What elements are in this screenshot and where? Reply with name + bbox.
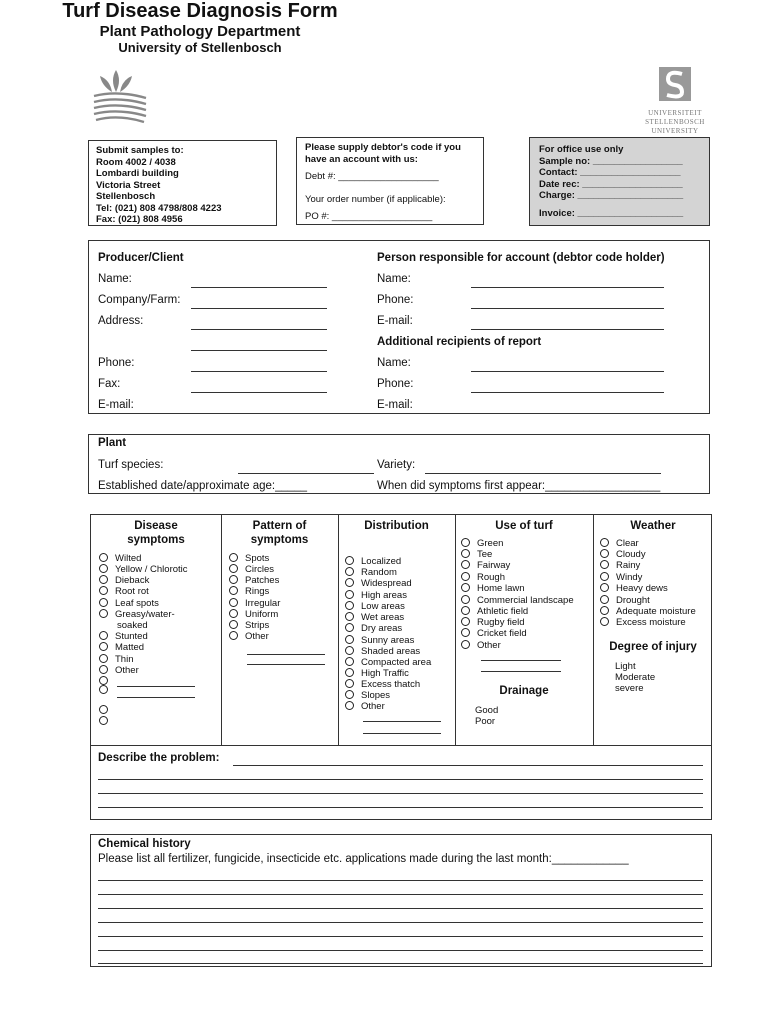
disease-option[interactable] [99, 654, 133, 665]
pattern-option[interactable] [229, 586, 269, 597]
use-other-field[interactable] [481, 660, 561, 661]
drainage-option[interactable]: Good [475, 705, 499, 716]
producer-name-label: Name: [98, 273, 132, 285]
chemical-history-heading: Chemical history [98, 838, 191, 850]
option-label: Wilted [115, 553, 142, 564]
disease-symptoms-heading [91, 519, 221, 547]
use-option[interactable] [461, 595, 574, 606]
pattern-option[interactable] [229, 598, 280, 609]
chemical-history-instruction: Please list all fertilizer, fungicide, insecticide etc. applications made during the last month:____________ [98, 853, 629, 865]
address-field-1[interactable] [191, 329, 327, 330]
debt-number-field[interactable]: Debt #: ___________________ [305, 171, 439, 182]
disease-other-field[interactable] [117, 686, 195, 687]
pattern-other-field[interactable] [247, 664, 325, 665]
describe-line-2[interactable] [98, 779, 703, 780]
drainage-option[interactable]: Poor [475, 716, 496, 727]
responsible-email-label: E-mail: [377, 315, 413, 327]
client-info-section [88, 240, 710, 414]
option-label: Sunny areas [361, 635, 415, 646]
option-label: Cloudy [616, 549, 646, 560]
pattern-heading-line: Pattern of [252, 520, 307, 532]
disease-option[interactable] [99, 598, 159, 609]
debtor-instruction: Please supply debtor's code if you [305, 142, 461, 153]
disease-heading-line: symptoms [127, 534, 185, 546]
option-label: Random [361, 567, 397, 578]
degree-of-injury-heading: Degree of injury [609, 641, 697, 653]
option-label: Tee [477, 549, 493, 560]
option-label: High areas [361, 590, 407, 601]
producer-email-field[interactable] [191, 413, 327, 414]
distribution-option[interactable] [345, 690, 390, 701]
chemical-line[interactable] [98, 950, 703, 951]
submit-samples-box [88, 140, 277, 226]
contact-field: Contact: ___________________ [539, 167, 681, 178]
submit-line: Submit samples to: [96, 145, 184, 156]
use-option[interactable] [461, 572, 505, 583]
disease-other-field[interactable] [117, 697, 195, 698]
use-of-turf-heading: Use of turf [495, 520, 553, 532]
option-label: Strips [245, 620, 270, 631]
option-label: Excess thatch [361, 679, 421, 690]
injury-option[interactable]: severe [615, 683, 644, 694]
option-label: Thin [115, 654, 134, 665]
weather-option[interactable] [600, 595, 650, 606]
use-option[interactable] [461, 560, 510, 571]
submit-line: Room 4002 / 4038 [96, 156, 176, 168]
use-option[interactable] [461, 583, 525, 594]
option-label: Patches [245, 575, 280, 586]
pattern-option[interactable] [229, 564, 274, 575]
symptoms-checklist [90, 514, 712, 746]
injury-option[interactable]: Light [615, 661, 636, 672]
option-label: Other [361, 701, 385, 712]
stellenbosch-logo [640, 66, 710, 136]
option-label: Rings [245, 586, 270, 597]
distribution-option[interactable] [345, 612, 404, 623]
distribution-option[interactable] [345, 601, 405, 612]
responsible-name-label: Name: [377, 273, 411, 285]
distribution-other-field[interactable] [363, 733, 441, 734]
producer-phone-label: Phone: [98, 357, 135, 369]
disease-option-continued [117, 620, 148, 631]
producer-email-label: E-mail: [98, 399, 134, 411]
office-title: For office use only [539, 144, 624, 155]
submit-line: Lombardi building [96, 168, 179, 179]
department-title: Plant Pathology Department [99, 23, 301, 40]
option-label: Rugby field [477, 617, 525, 628]
disease-option[interactable] [99, 609, 175, 620]
use-option[interactable] [461, 549, 492, 560]
use-other-field[interactable] [481, 671, 561, 672]
chemical-line[interactable] [98, 908, 703, 909]
option-label: Root rot [115, 586, 149, 597]
option-label: Slopes [361, 690, 391, 701]
chemical-line[interactable] [98, 894, 703, 895]
recipient-email-label: E-mail: [377, 399, 413, 411]
distribution-option[interactable] [345, 567, 397, 578]
distribution-option[interactable] [345, 635, 414, 646]
use-option[interactable] [461, 628, 527, 639]
distribution-option[interactable] [345, 657, 431, 668]
distribution-heading: Distribution [364, 520, 429, 532]
option-label: Green [477, 538, 504, 549]
variety-label: Variety: [377, 459, 416, 471]
option-label: Compacted area [361, 657, 432, 668]
recipient-name-label: Name: [377, 357, 411, 369]
option-label: Localized [361, 556, 402, 567]
responsible-heading: Person responsible for account (debtor code holder) [377, 252, 665, 264]
option-label: Yellow / Chlorotic [115, 564, 188, 575]
option-label: Leaf spots [115, 598, 159, 609]
form-title: Turf Disease Diagnosis Form [62, 0, 338, 22]
option-label: Circles [245, 564, 275, 575]
use-option[interactable] [461, 538, 503, 549]
option-label: soaked [117, 620, 148, 631]
pattern-option[interactable] [229, 631, 269, 642]
producer-heading: Producer/Client [98, 252, 184, 264]
option-label: Cricket field [477, 628, 527, 639]
university-shield-icon [658, 66, 692, 102]
option-label: Dieback [115, 575, 150, 586]
submit-line: Victoria Street [96, 179, 161, 191]
option-label: Low areas [361, 601, 405, 612]
option-label: Heavy dews [616, 583, 668, 594]
charge-field: Charge: ____________________ [539, 190, 684, 201]
chemical-line[interactable] [98, 936, 703, 937]
option-label: Athletic field [477, 606, 529, 617]
describe-line-1[interactable] [233, 765, 703, 766]
plant-section [88, 434, 710, 494]
sample-no-field: Sample no: _________________ [539, 155, 683, 167]
pattern-option[interactable] [229, 553, 269, 564]
plant-heading: Plant [98, 437, 127, 449]
weather-option[interactable] [600, 572, 642, 583]
logo-text: UNIVERSITEIT STELLENBOSCH UNIVERSITY [645, 109, 705, 135]
additional-recipients-heading: Additional recipients of report [377, 336, 542, 348]
weather-option[interactable] [600, 583, 668, 594]
option-label: Shaded areas [361, 646, 421, 657]
option-label: High Traffic [361, 668, 409, 679]
invoice-field: Invoice: ____________________ [539, 207, 684, 219]
distribution-option[interactable] [345, 679, 420, 690]
distribution-option[interactable] [345, 578, 412, 589]
chemical-line[interactable] [98, 922, 703, 923]
producer-fax-field[interactable] [191, 392, 327, 393]
debtor-instruction: have an account with us: [305, 153, 418, 165]
recipient-email-field[interactable] [471, 413, 664, 414]
option-label: Other [115, 665, 139, 676]
disease-option[interactable] [99, 631, 148, 642]
option-label: Uniform [245, 609, 279, 620]
disease-option[interactable] [99, 586, 149, 597]
weather-option[interactable] [600, 606, 696, 617]
option-label: Irregular [245, 598, 281, 609]
disease-option[interactable] [99, 642, 144, 653]
debtor-code-box [296, 137, 484, 225]
option-label: Stunted [115, 631, 148, 642]
weather-option[interactable] [600, 560, 640, 571]
pattern-option[interactable] [229, 620, 269, 631]
describe-problem-section [90, 745, 712, 820]
date-rec-field: Date rec: ___________________ [539, 178, 683, 190]
turf-species-label: Turf species: [98, 459, 164, 471]
distribution-option[interactable] [345, 623, 402, 634]
responsible-phone-label: Phone: [377, 294, 414, 306]
weather-heading: Weather [630, 520, 676, 532]
option-label: Commercial landscape [477, 595, 574, 606]
pattern-other-field[interactable] [247, 654, 325, 655]
injury-option[interactable]: Moderate [615, 672, 656, 683]
turf-species-field[interactable] [238, 473, 374, 474]
distribution-option[interactable] [345, 646, 420, 657]
weather-option[interactable] [600, 617, 686, 628]
university-title: University of Stellenbosch [118, 40, 282, 55]
describe-line-4[interactable] [98, 807, 703, 808]
option-label: Greasy/water- [115, 609, 175, 620]
submit-line: Tel: (021) 808 4798/808 4223 [96, 202, 222, 214]
recipient-phone-label: Phone: [377, 378, 414, 390]
distribution-option[interactable] [345, 668, 409, 679]
option-label: Wet areas [361, 612, 405, 623]
company-field[interactable] [191, 308, 327, 309]
pattern-option[interactable] [229, 575, 279, 586]
company-label: Company/Farm: [98, 294, 181, 306]
option-label: Spots [245, 553, 270, 564]
option-label: Excess moisture [616, 617, 686, 628]
describe-line-3[interactable] [98, 793, 703, 794]
po-number-field[interactable]: PO #: ___________________ [305, 211, 433, 222]
disease-extra-option[interactable] [99, 705, 115, 716]
use-option[interactable] [461, 617, 525, 628]
submit-line: Stellenbosch [96, 191, 156, 202]
order-number-label: Your order number (if applicable): [305, 194, 446, 205]
disease-heading-line: Disease [134, 520, 178, 532]
distribution-option[interactable] [345, 556, 401, 567]
disease-extra-option[interactable] [99, 716, 115, 727]
option-label: Fairway [477, 560, 511, 571]
drainage-heading: Drainage [499, 685, 549, 697]
disease-option[interactable] [99, 665, 139, 676]
option-label: Rainy [616, 560, 641, 571]
distribution-option[interactable] [345, 701, 385, 712]
producer-fax-label: Fax: [98, 378, 121, 390]
disease-extra-option[interactable] [99, 685, 115, 696]
responsible-phone-field[interactable] [471, 308, 664, 309]
producer-phone-field[interactable] [191, 371, 327, 372]
option-label: Widespread [361, 578, 412, 589]
option-label: Other [245, 631, 269, 642]
address-field-2[interactable] [191, 350, 327, 351]
use-option[interactable] [461, 606, 528, 617]
submit-line: Fax: (021) 808 4956 [96, 214, 183, 225]
chemical-history-section [90, 834, 712, 967]
university-crest-logo [88, 68, 158, 132]
pattern-heading [221, 519, 338, 547]
option-label: Dry areas [361, 623, 403, 634]
weather-option[interactable] [600, 538, 639, 549]
office-use-box [529, 137, 710, 226]
recipient-name-field[interactable] [471, 371, 664, 372]
option-label: Other [477, 640, 501, 651]
address-label: Address: [98, 315, 144, 327]
option-label: Windy [616, 572, 643, 583]
distribution-option[interactable] [345, 590, 407, 601]
option-label: Matted [115, 642, 145, 653]
option-label: Drought [616, 595, 650, 606]
describe-problem-label: Describe the problem: [98, 752, 220, 764]
option-label: Adequate moisture [616, 606, 696, 617]
responsible-email-field[interactable] [471, 329, 664, 330]
disease-option[interactable] [99, 553, 141, 564]
chemical-line[interactable] [98, 880, 703, 881]
use-option[interactable] [461, 640, 501, 651]
weather-option[interactable] [600, 549, 646, 560]
distribution-other-field[interactable] [363, 721, 441, 722]
symptoms-appear-field[interactable]: When did symptoms first appear:__________________ [377, 480, 661, 492]
disease-option[interactable] [99, 564, 188, 575]
pattern-heading-line: symptoms [250, 534, 309, 546]
option-label: Rough [477, 572, 505, 583]
variety-field[interactable] [425, 473, 661, 474]
responsible-name-field[interactable] [471, 287, 664, 288]
pattern-option[interactable] [229, 609, 278, 620]
chemical-line[interactable] [98, 963, 703, 964]
option-label: Home lawn [477, 583, 525, 594]
producer-name-field[interactable] [191, 287, 327, 288]
established-date-field[interactable]: Established date/approximate age:_____ [98, 480, 308, 492]
recipient-phone-field[interactable] [471, 392, 664, 393]
disease-option[interactable] [99, 575, 149, 586]
option-label: Clear [616, 538, 639, 549]
